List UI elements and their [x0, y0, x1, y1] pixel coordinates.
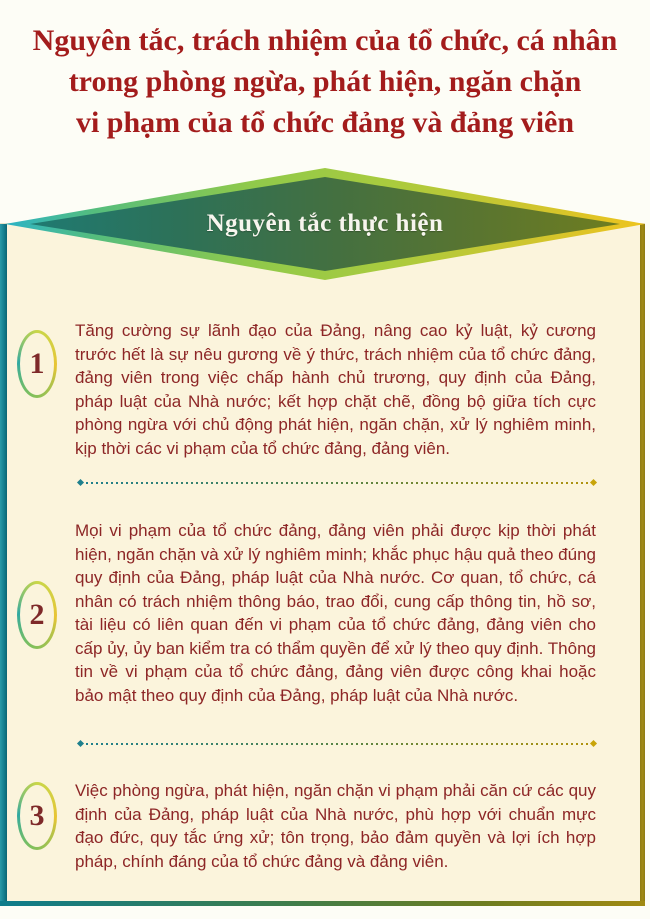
item-3-number-badge [17, 782, 57, 850]
bottom-border-strip [0, 901, 645, 906]
divider-dotted-line [86, 743, 588, 745]
dotted-divider-1 [78, 479, 596, 486]
section-banner [5, 168, 645, 280]
item-2-number-badge [17, 581, 57, 649]
divider-endpoint-left-icon [77, 740, 84, 747]
page-title [0, 20, 650, 143]
divider-endpoint-right-icon [590, 740, 597, 747]
divider-endpoint-left-icon [77, 479, 84, 486]
item-1-number: 1 [20, 333, 54, 395]
item-1-number-badge [17, 330, 57, 398]
dotted-divider-2 [78, 740, 596, 747]
title-line-2: trong phòng ngừa, phát hiện, ngăn chặn [68, 65, 582, 98]
item-1-paragraph: Tăng cường sự lãnh đạo của Đảng, nâng cao kỷ luật, kỷ cương trước hết là sự nêu gương về ý thức, trách nhiệm của tổ chức đảng, đảng viên trong việc chấp hành chủ trương, quy định của Đảng, pháp luật của Nhà nước; kết hợp chặt chẽ, đồng bộ giữa tích cực phòng ngừa với chủ động phát hiện, ngăn chặn, xử lý nghiêm minh, kịp thời các vi phạm của tổ chức đảng, đảng viên. [75, 321, 596, 458]
item-2-number: 2 [20, 584, 54, 646]
item-3-paragraph: Việc phòng ngừa, phát hiện, ngăn chặn vi phạm phải căn cứ các quy định của Đảng, pháp luật của Nhà nước, phù hợp với chuẩn mực đạo đức, quy tắc ứng xử; tôn trọng, bảo đảm quyền và lợi ích hợp pháp, chính đáng của tổ chức đảng và đảng viên. [75, 781, 596, 871]
divider-dotted-line [86, 482, 588, 484]
left-border-strip [0, 224, 7, 906]
banner-label: Nguyên tắc thực hiện [206, 210, 444, 237]
title-line-1: Nguyên tắc, trách nhiệm của tổ chức, cá nhân [32, 24, 618, 57]
title-line-3: vi phạm của tổ chức đảng và đảng viên [75, 106, 575, 139]
right-border-strip [640, 224, 645, 906]
item-2-paragraph: Mọi vi phạm của tổ chức đảng, đảng viên phải được kịp thời phát hiện, ngăn chặn và xử lý nghiêm minh; khắc phục hậu quả theo đúng quy định của Đảng, pháp luật của Nhà nước. Cơ quan, tổ chức, cá nhân có trách nhiệm thông báo, trao đổi, cung cấp thông tin, hồ sơ, tài liệu có liên quan đến vi phạm của tổ chức đảng, đảng viên cho cấp ủy, ủy ban kiểm tra có thẩm quyền để xử lý theo quy định. Thông tin về vi phạm của tổ chức đảng, đảng viên được công khai hoặc bảo mật theo quy định của Đảng, pháp luật của Nhà nước. [75, 521, 596, 705]
divider-endpoint-right-icon [590, 479, 597, 486]
item-3-number: 3 [20, 785, 54, 847]
